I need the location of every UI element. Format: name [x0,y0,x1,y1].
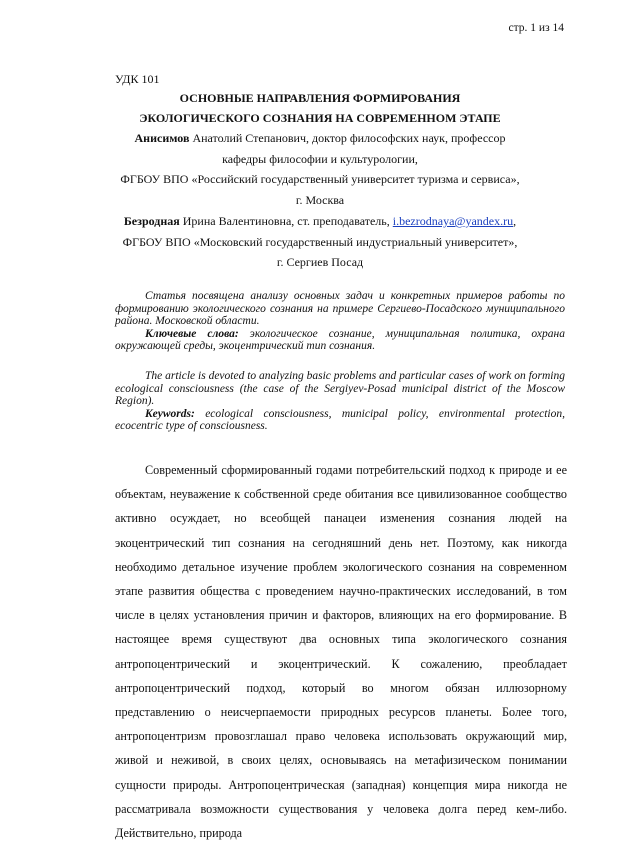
author-block-1 [60,128,580,210]
author2-organization: ФГБОУ ВПО «Московский государственный индустриальный университет», [122,234,518,249]
author1-department: кафедры философии и культурологии, [222,151,418,166]
author2-details: Ирина Валентиновна, ст. преподаватель, [179,214,393,228]
author1-organization: ФГБОУ ВПО «Российский государственный университет туризма и сервиса», [120,172,520,186]
author1-line [60,128,580,149]
author2-city: г. Сергиев Посад [276,255,364,269]
title-line-2: ЭКОЛОГИЧЕСКОГО СОЗНАНИЯ НА СОВРЕМЕННОМ ЭТАПЕ [139,111,501,125]
author2-line [60,211,580,232]
author2-email-suffix: , [513,214,517,228]
keywords-en [115,408,565,433]
keywords-ru-label: Ключевые слова: [145,327,239,340]
author-block-2 [60,211,580,273]
keywords-en-text: ecological consciousness, municipal policy, environmental protection, ecocentric type of consciousness. [115,407,565,432]
article-title [60,88,580,128]
author2-surname: Безродная [123,214,180,228]
body-paragraph: Современный сформированный годами потребительский подход к природе и ее объектам, неуважение к собственной среде обитания все цивилизованное сообщество активно осуждает, но всеобщей панацеи изменения сознания людей на экоцентрический тип сознания на сегодняшний день нет. Поэтому, как никогда необходимо детальное изучение проблем экологического сознания на современном этапе развития общества с проведением научно-практических исследований, в том числе в целях установления причин и факторов, влияющих на его формирование. В настоящее время существуют два основных типа экологического сознания антропоцентрический и экоцентрический. К сожалению, преобладает антропоцентрический подход, который во многом обязан иллюзорному представлению о неисчерпаемости природных ресурсов планеты. Более того, антропоцентризм провозглашал право человека использовать окружающий мир, живой и неживой, в своих целях, основываясь на метафизическом понимании сущности природы. Антропоцентрическая (западная) концепция мира никогда не рассматривала возможности существования у человека долга перед кем-либо. Действительно, природа [115,463,567,841]
page-number: стр. 1 из 14 [508,22,564,34]
author1-surname: Анисимов [134,131,190,145]
title-line-1: ОСНОВНЫЕ НАПРАВЛЕНИЯ ФОРМИРОВАНИЯ [179,91,461,105]
abstract-ru-text: Статья посвящена анализу основных задач и конкретных примеров работы по формированию экологического сознания на примере Сергиево-Посадского муниципального района. Московской области. [115,290,565,327]
author2-email-link[interactable]: i.bezrodnaya@yandex.ru [392,214,514,228]
abstract-russian [115,290,565,353]
abstract-en-text: The article is devoted to analyzing basic problems and particular cases of work on forming ecological consciousness (the case of the Sergiyev-Posad municipal district of the Moscow Region). [115,370,565,407]
author1-city: г. Москва [295,192,345,207]
keywords-ru-text: экологическое сознание, муниципальная политика, охрана окружающей среды, экоцентрический тип сознания. [115,327,565,352]
author1-details: Анатолий Степанович, доктор философских наук, профессор [189,131,506,145]
udk-code: УДК 101 [115,72,160,86]
keywords-ru [115,328,565,353]
abstract-english [115,370,565,433]
keywords-en-label: Keywords: [145,407,195,420]
